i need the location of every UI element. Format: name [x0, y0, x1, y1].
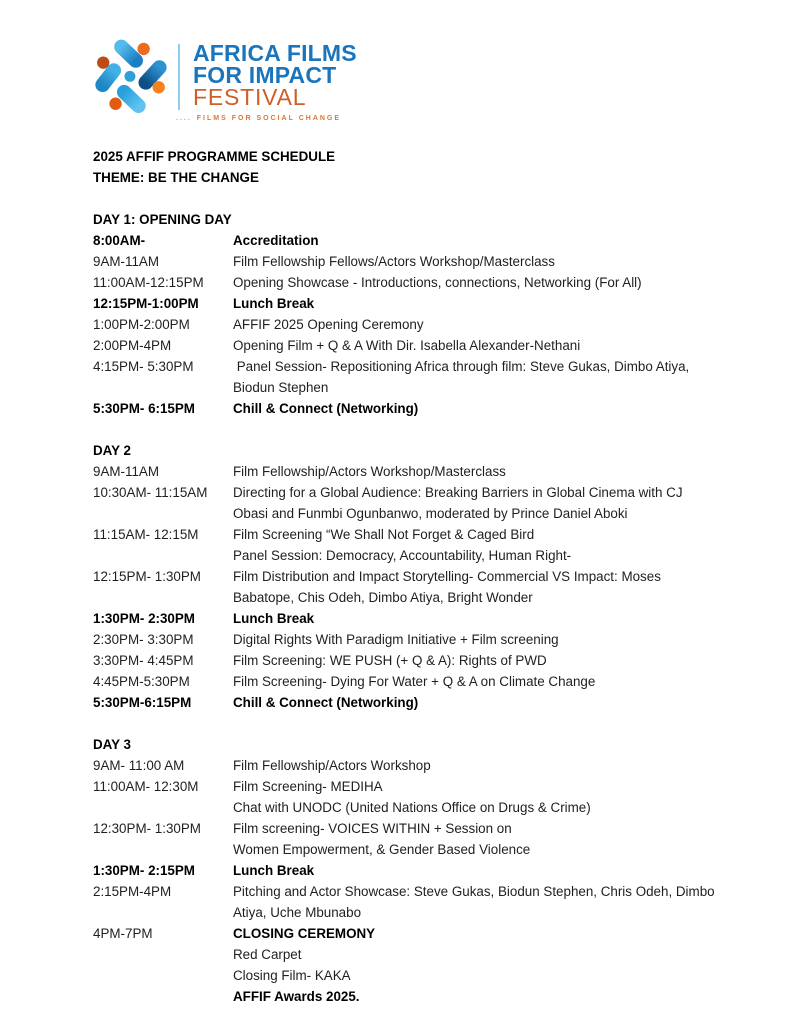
event-details: [233, 482, 791, 524]
event-line: Lunch Break: [233, 296, 315, 311]
event-details: [233, 818, 791, 860]
schedule-row: [93, 755, 791, 776]
event-details: [233, 629, 791, 650]
event-line: Lunch Break: [233, 611, 315, 626]
schedule-row: [93, 923, 791, 1007]
event-line: Film Distribution and Impact Storytelling- Commercial VS Impact: Moses: [233, 569, 661, 584]
schedule-row: [93, 356, 791, 398]
event-line: Film Fellowship/Actors Workshop: [233, 758, 431, 773]
event-line: Film Screening: WE PUSH (+ Q & A): Rights of PWD: [233, 653, 547, 668]
event-line: CLOSING CEREMONY: [233, 926, 376, 941]
event-time: 1:00PM-2:00PM: [93, 317, 190, 332]
event-line: Biodun Stephen: [233, 380, 329, 395]
event-details: [233, 461, 791, 482]
schedule-row: [93, 461, 791, 482]
event-time: 3:30PM- 4:45PM: [93, 653, 194, 668]
festival-logo-mark: [95, 38, 169, 116]
event-details: [233, 671, 791, 692]
event-line: Opening Showcase - Introductions, connections, Networking (For All): [233, 275, 642, 290]
document-theme: THEME: BE THE CHANGE: [93, 170, 259, 185]
schedule-row: [93, 335, 791, 356]
event-details: [233, 314, 791, 335]
event-line: Accreditation: [233, 233, 319, 248]
event-details: [233, 608, 791, 629]
event-line: Film Fellowship Fellows/Actors Workshop/Masterclass: [233, 254, 555, 269]
event-line: Film Fellowship/Actors Workshop/Masterclass: [233, 464, 506, 479]
schedule-row: [93, 629, 791, 650]
day-heading: DAY 2: [93, 443, 131, 458]
event-time: 8:00AM-: [93, 233, 146, 248]
event-time: 5:30PM-6:15PM: [93, 695, 192, 710]
event-line: Film Screening “We Shall Not Forget & Caged Bird: [233, 527, 535, 542]
logo-tagline-text: FILMS FOR SOCIAL CHANGE: [196, 115, 342, 122]
logo-line-3: FESTIVAL: [193, 84, 307, 110]
event-line: Lunch Break: [233, 863, 315, 878]
event-time: 12:15PM-1:00PM: [93, 296, 199, 311]
schedule-row: [93, 650, 791, 671]
schedule-row: [93, 272, 791, 293]
event-time: 1:30PM- 2:15PM: [93, 863, 195, 878]
schedule-row: [93, 398, 791, 419]
event-time: 2:00PM-4PM: [93, 338, 172, 353]
event-details: [233, 692, 791, 713]
logo-wordmark: [176, 38, 357, 122]
event-line: Women Empowerment, & Gender Based Violence: [233, 842, 531, 857]
schedule-row: [93, 671, 791, 692]
event-line: Atiya, Uche Mbunabo: [233, 905, 362, 920]
event-time: 9AM- 11:00 AM: [93, 758, 185, 773]
event-time: 9AM-11AM: [93, 254, 159, 269]
event-time: 9AM-11AM: [93, 464, 159, 479]
schedule-row: [93, 566, 791, 608]
event-line: Opening Film + Q & A With Dir. Isabella Alexander-Nethani: [233, 338, 581, 353]
day-heading: DAY 1: OPENING DAY: [93, 212, 232, 227]
event-details: [233, 251, 791, 272]
logo-line-2: FOR IMPACT: [193, 62, 337, 88]
schedule-row: [93, 524, 791, 566]
event-details: [233, 335, 791, 356]
event-time: 2:15PM-4PM: [93, 884, 172, 899]
event-time: 12:15PM- 1:30PM: [93, 569, 201, 584]
event-line: Closing Film- KAKA: [233, 968, 351, 983]
event-line: Red Carpet: [233, 947, 302, 962]
day-section: [93, 440, 791, 713]
schedule-row: [93, 230, 791, 251]
event-time: 11:00AM- 12:30M: [93, 779, 199, 794]
event-time: 11:15AM- 12:15M: [93, 527, 199, 542]
event-line: AFFIF Awards 2025.: [233, 989, 360, 1004]
event-time: 5:30PM- 6:15PM: [93, 401, 195, 416]
event-details: [233, 230, 791, 251]
schedule-row: [93, 314, 791, 335]
event-time: 4:15PM- 5:30PM: [93, 359, 194, 374]
event-time: 12:30PM- 1:30PM: [93, 821, 201, 836]
logo-tagline-dots: ....: [176, 115, 192, 122]
event-details: [233, 293, 791, 314]
event-time: 1:30PM- 2:30PM: [93, 611, 195, 626]
event-line: Panel Session- Repositioning Africa through film: Steve Gukas, Dimbo Atiya,: [233, 359, 690, 374]
event-details: [233, 860, 791, 881]
event-line: Panel Session: Democracy, Accountability, Human Right-: [233, 548, 572, 563]
day-section: [93, 209, 791, 419]
schedule-row: [93, 881, 791, 923]
event-details: [233, 398, 791, 419]
programme-schedule: [93, 209, 791, 1007]
event-details: [233, 566, 791, 608]
logo-line-1: AFRICA FILMS: [193, 40, 357, 66]
logo-tagline: [176, 115, 357, 122]
event-line: Film Screening- Dying For Water + Q & A on Climate Change: [233, 674, 596, 689]
event-time: 4:45PM-5:30PM: [93, 674, 190, 689]
day-section: [93, 734, 791, 1007]
event-time: 11:00AM-12:15PM: [93, 275, 204, 290]
event-line: AFFIF 2025 Opening Ceremony: [233, 317, 424, 332]
event-details: [233, 272, 791, 293]
schedule-row: [93, 608, 791, 629]
event-time: 2:30PM- 3:30PM: [93, 632, 194, 647]
schedule-row: [93, 692, 791, 713]
event-details: [233, 524, 791, 566]
schedule-row: [93, 818, 791, 860]
event-details: [233, 923, 791, 1007]
event-details: [233, 650, 791, 671]
event-line: Directing for a Global Audience: Breaking Barriers in Global Cinema with CJ: [233, 485, 683, 500]
event-line: Film screening- VOICES WITHIN + Session on: [233, 821, 512, 836]
event-line: Digital Rights With Paradigm Initiative + Film screening: [233, 632, 559, 647]
event-line: Chat with UNODC (United Nations Office on Drugs & Crime): [233, 800, 591, 815]
event-details: [233, 776, 791, 818]
title-block: [93, 146, 791, 188]
event-line: Chill & Connect (Networking): [233, 401, 419, 416]
event-details: [233, 755, 791, 776]
festival-logo: [0, 0, 791, 122]
event-details: [233, 881, 791, 923]
schedule-row: [93, 860, 791, 881]
schedule-row: [93, 776, 791, 818]
logo-divider: [178, 44, 180, 110]
event-line: Pitching and Actor Showcase: Steve Gukas, Biodun Stephen, Chris Odeh, Dimbo: [233, 884, 715, 899]
schedule-row: [93, 293, 791, 314]
schedule-row: [93, 482, 791, 524]
event-line: Obasi and Funmbi Ogunbanwo, moderated by Prince Daniel Aboki: [233, 506, 628, 521]
day-heading: DAY 3: [93, 737, 131, 752]
event-line: Chill & Connect (Networking): [233, 695, 419, 710]
event-line: Babatope, Chis Odeh, Dimbo Atiya, Bright Wonder: [233, 590, 533, 605]
event-line: Film Screening- MEDIHA: [233, 779, 383, 794]
event-time: 4PM-7PM: [93, 926, 153, 941]
document-title: 2025 AFFIF PROGRAMME SCHEDULE: [93, 149, 336, 164]
schedule-row: [93, 251, 791, 272]
event-time: 10:30AM- 11:15AM: [93, 485, 208, 500]
event-details: [233, 356, 791, 398]
